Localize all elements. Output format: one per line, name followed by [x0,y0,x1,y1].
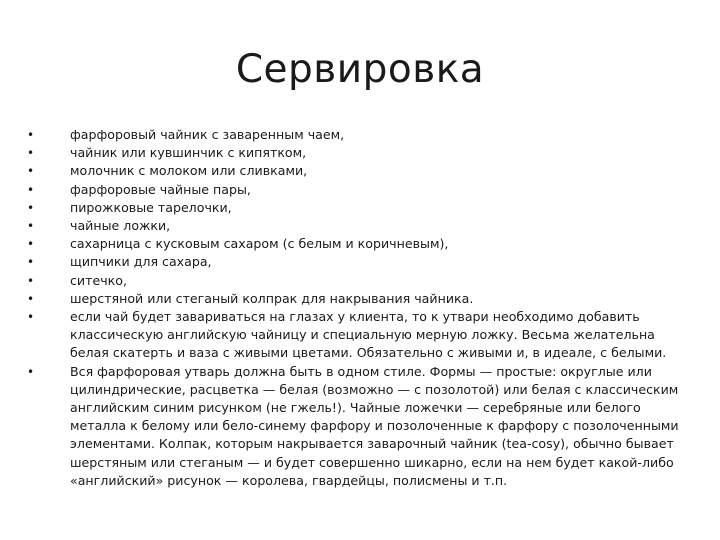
slide-title: Сервировка [235,47,485,92]
list-item-text: щипчики для сахара, [70,254,212,270]
bullet-icon: • [27,182,35,197]
list-item-text: если чай будет завариваться на глазах у клиента, то к утвари необходимо добавить классическую английскую чайницу и специальную мерную ложку. Весьма желательна белая скатерть и ваза с живыми цветами. Обязательно с живыми и, в идеале, с белыми. [70,309,667,361]
list-item [27,308,690,363]
list-item-text: чайные ложки, [70,218,171,234]
list-item [27,235,690,253]
bullet-icon: • [27,237,35,252]
list-item-text: ситечко, [70,272,127,288]
bullet-icon: • [27,164,35,179]
list-item-text: шерстяной или стеганый колпрак для накрывания чайника. [70,290,474,306]
list-item-text: фарфоровые чайные пары, [70,181,251,197]
bullet-icon: • [27,291,35,306]
list-item-text: чайник или кувшинчик с кипятком, [70,145,307,161]
bullet-icon: • [27,200,35,215]
bullet-icon: • [27,364,35,379]
list-item-text: фарфоровый чайник с заваренным чаем, [70,127,345,142]
list-item [27,126,690,144]
bullet-icon: • [27,310,35,325]
list-item [27,162,690,180]
list-item [27,199,690,217]
bullet-icon: • [27,219,35,234]
bullet-icon: • [27,128,35,142]
list-item [27,217,690,235]
bullet-icon: • [27,273,35,288]
list-item-text: сахарница с кусковым сахаром (с белым и коричневым), [70,236,449,252]
list-item [27,290,690,308]
list-item [27,144,690,162]
list-item [27,181,690,199]
list-item [27,253,690,271]
list-item-text: молочник с молоком или сливками, [70,163,308,179]
bullet-icon: • [27,255,35,270]
list-item [27,272,690,290]
list-item-text: пирожковые тарелочки, [70,199,232,215]
bullet-list [27,126,690,490]
bullet-icon: • [27,146,35,161]
list-item [27,363,690,490]
list-item-text: Вся фарфоровая утварь должна быть в одном стиле. Формы — простые: округлые или цилиндрические, расцветка — белая (возможно — с позолотой) или белая с классическим английским синим рисунком (не гжель!). Чайные ложечки — серебряные или белого металла к белому или бело-синему фарфору и позолоченные к фарфору с позолоченными элементами. Колпак, которым накрывается заварочный чайник (tea-cosy), обычно бывает шерстяным или стеганым — и будет совершенно шикарно, если на нем будет какой-либо «английский» рисунок — королева, гвардейцы, полисмены и т.п. [70,363,679,488]
